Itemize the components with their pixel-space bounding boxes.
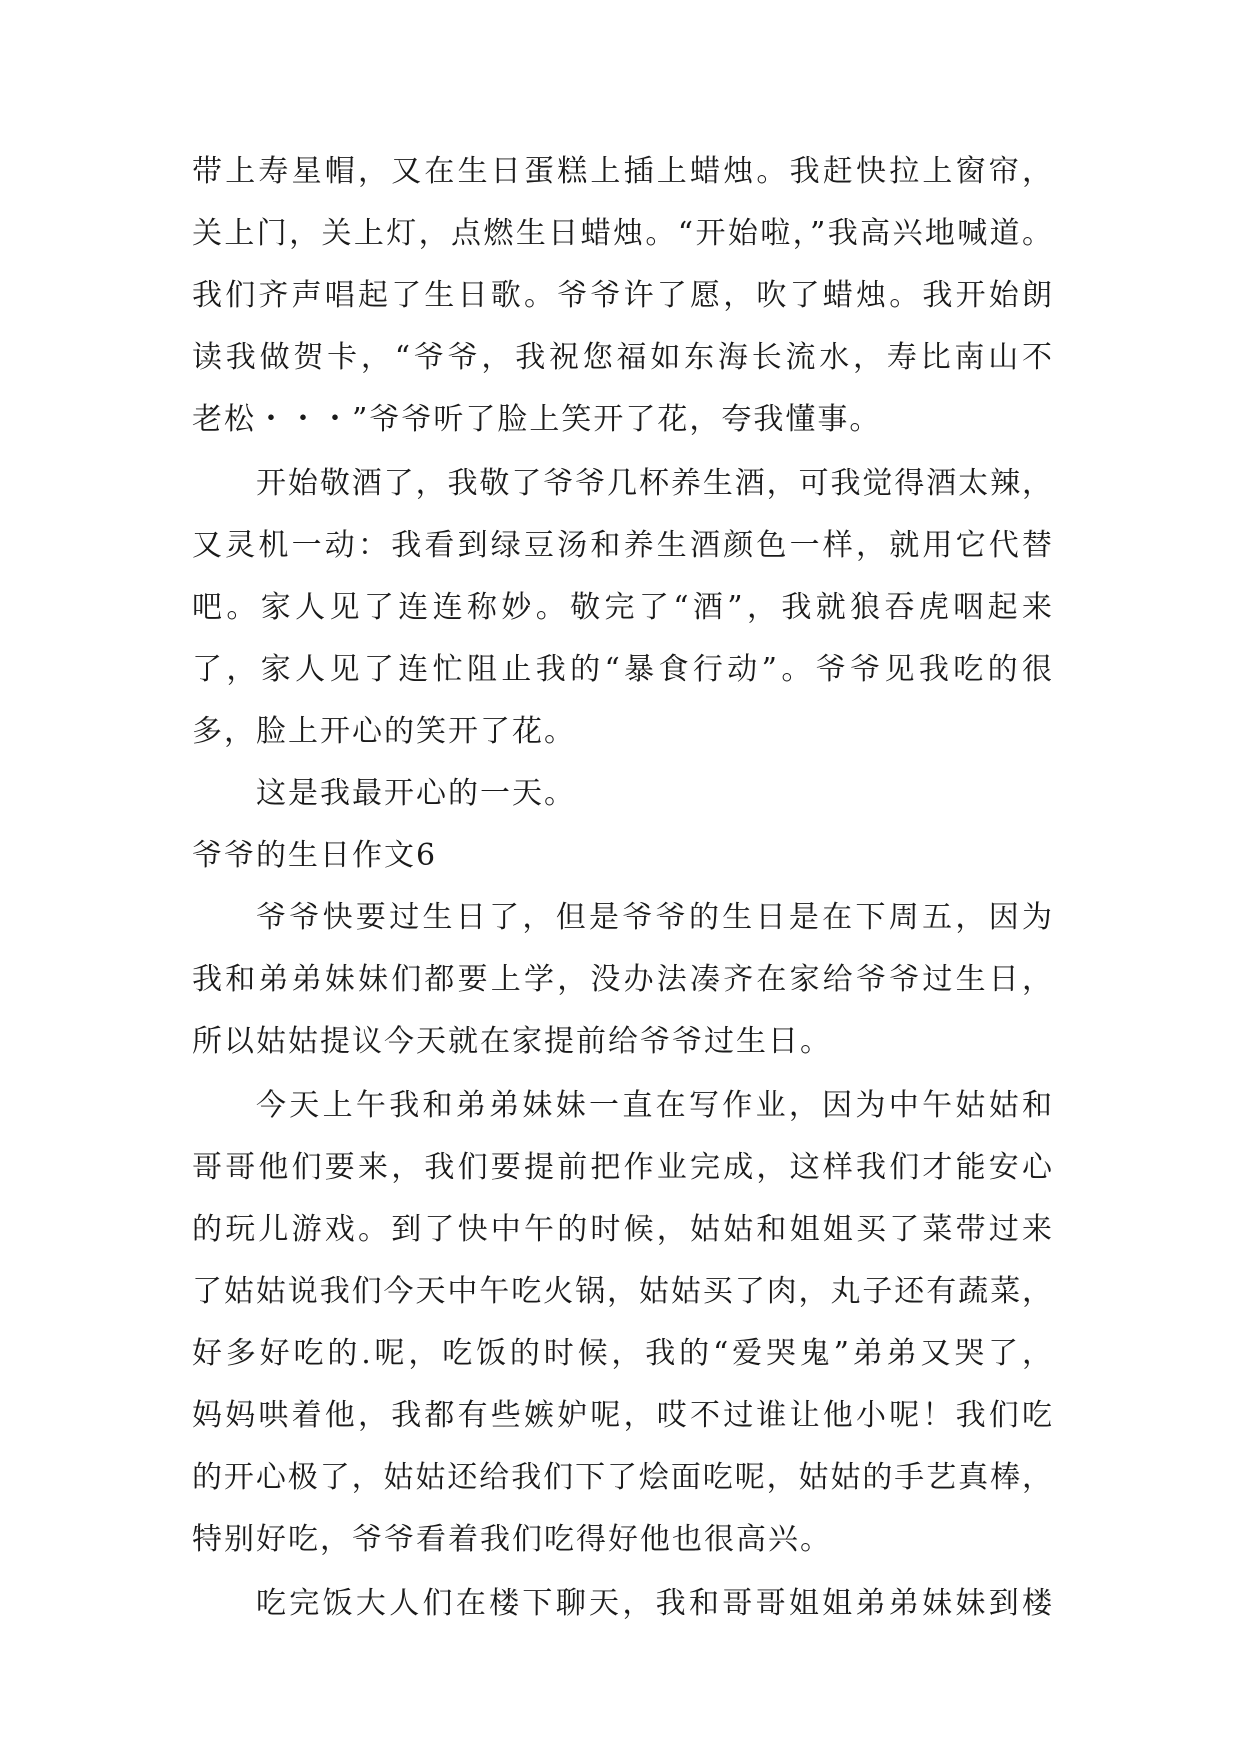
text-line: 哥哥他们要来，我们要提前把作业完成，这样我们才能安心 [192, 1150, 1052, 1185]
text-line: 妈妈哄着他，我都有些嫉妒呢，哎不过谁让他小呢！我们吃 [192, 1398, 1052, 1433]
text-line: 关上门，关上灯，点燃生日蜡烛。“开始啦，”我高兴地喊道。 [192, 216, 1052, 251]
text-line: 所以姑姑提议今天就在家提前给爷爷过生日。 [192, 1024, 832, 1059]
text-line: 吃完饭大人们在楼下聊天，我和哥哥姐姐弟弟妹妹到楼 [256, 1586, 1052, 1621]
text-line: 了，家人见了连忙阻止我的“暴食行动”。爷爷见我吃的很 [192, 652, 1052, 687]
text-line: 这是我最开心的一天。 [256, 776, 576, 811]
text-line: 老松・・・”爷爷听了脸上笑开了花，夸我懂事。 [192, 402, 882, 437]
text-line: 带上寿星帽，又在生日蛋糕上插上蜡烛。我赶快拉上窗帘， [192, 154, 1052, 189]
text-line: 了姑姑说我们今天中午吃火锅，姑姑买了肉，丸子还有蔬菜， [192, 1274, 1052, 1309]
text-line: 的玩儿游戏。到了快中午的时候，姑姑和姐姐买了菜带过来 [192, 1212, 1052, 1247]
text-line: 好多好吃的.呢，吃饭的时候，我的“爱哭鬼”弟弟又哭了， [192, 1336, 1052, 1371]
text-line: 的开心极了，姑姑还给我们下了烩面吃呢，姑姑的手艺真棒， [192, 1460, 1052, 1495]
section-heading: 爷爷的生日作文6 [192, 838, 438, 873]
text-line: 今天上午我和弟弟妹妹一直在写作业，因为中午姑姑和 [256, 1088, 1052, 1123]
text-line: 爷爷快要过生日了，但是爷爷的生日是在下周五，因为 [256, 900, 1052, 935]
text-line: 读我做贺卡，“爷爷，我祝您福如东海长流水，寿比南山不 [192, 340, 1052, 375]
text-line: 我和弟弟妹妹们都要上学，没办法凑齐在家给爷爷过生日， [192, 962, 1052, 997]
text-line: 又灵机一动：我看到绿豆汤和养生酒颜色一样，就用它代替 [192, 528, 1052, 563]
text-line: 开始敬酒了，我敬了爷爷几杯养生酒，可我觉得酒太辣， [256, 466, 1052, 501]
text-line: 多，脸上开心的笑开了花。 [192, 714, 576, 749]
text-line: 特别好吃，爷爷看着我们吃得好他也很高兴。 [192, 1522, 832, 1557]
text-line: 吧。家人见了连连称妙。敬完了“酒”，我就狼吞虎咽起来 [192, 590, 1052, 625]
text-line: 我们齐声唱起了生日歌。爷爷许了愿，吹了蜡烛。我开始朗 [192, 278, 1052, 313]
